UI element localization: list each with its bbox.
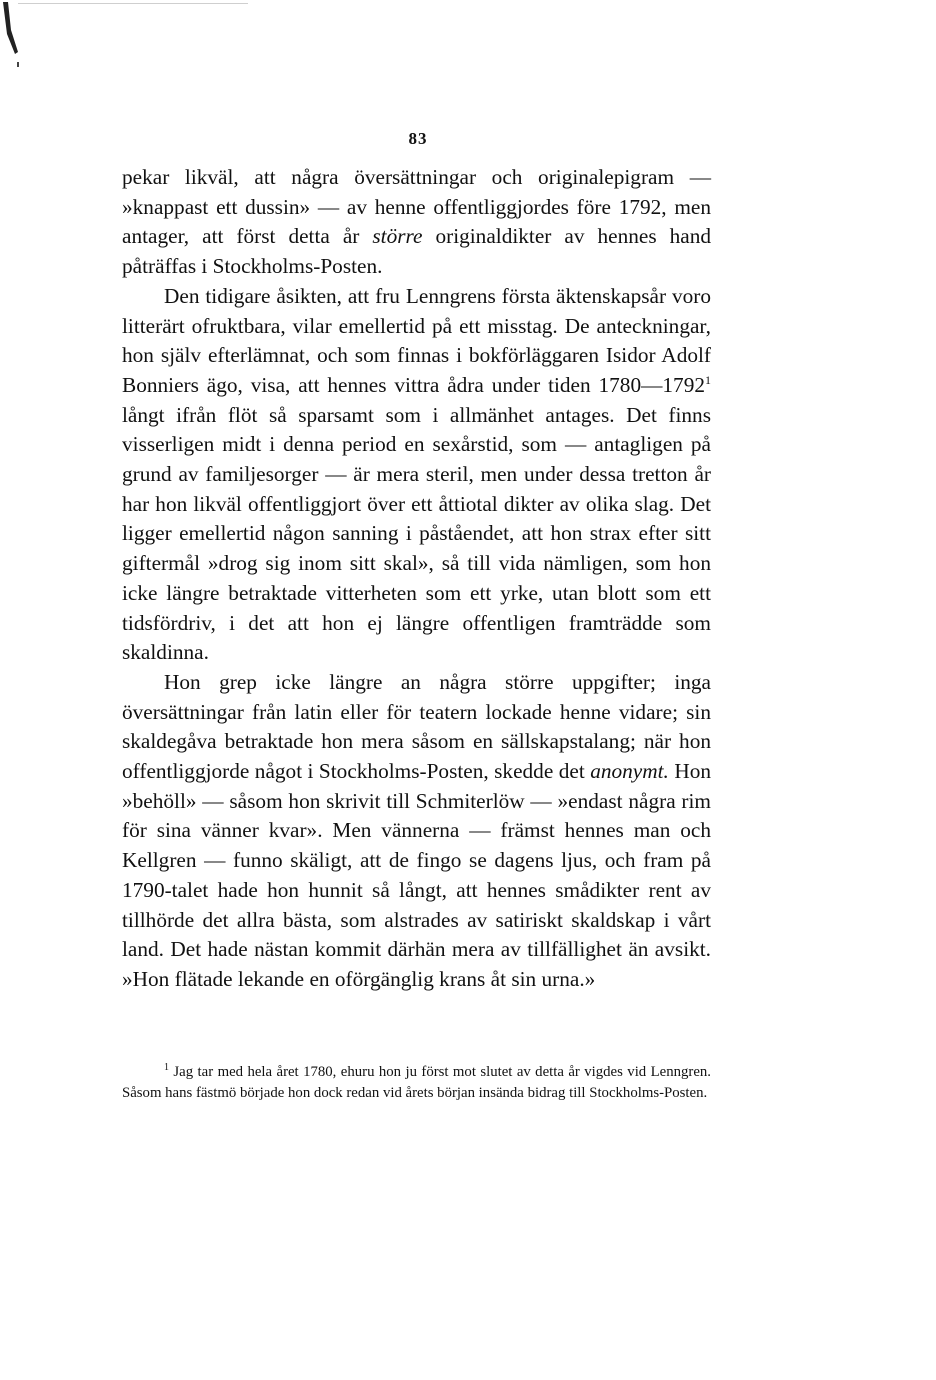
text-segment: Hon grep icke längre an några större uppgifter; inga översättningar från latin eller för teatern lockade henne vidare; sin skaldegåva betraktade hon mera såsom en sällskapstalang; när hon offentliggjorde något i Stockholms-Posten, skedde det: [122, 669, 711, 784]
scan-edge-mark: [0, 0, 22, 70]
paragraph-1: [122, 163, 711, 282]
text-segment-italic: anonymt.: [590, 759, 669, 784]
footnote-reference[interactable]: 1: [705, 372, 711, 387]
footnote: [122, 1062, 711, 1105]
paragraph-3: [122, 668, 711, 995]
footnote-text: Jag tar med hela året 1780, ehuru hon ju först mot slutet av detta år vigdes vid Lenngren. Såsom hans fästmö började hon dock redan vid årets början insända bidrag till Stockholms-Posten.: [122, 1064, 711, 1102]
text-segment: pekar likväl, att några översättningar och originalepigram — »knappast ett dussin» — av henne offentliggjordes före 1792, men antager, att först detta år: [122, 165, 711, 249]
scan-top-rule: [18, 3, 248, 4]
text-segment: långt ifrån flöt så sparsamt som i allmänhet antages. Det finns visserligen midt i denna period en sexårstid, som — antagligen på grund av familjesorger — är mera steril, men under dessa tretton år har hon likväl offentliggjort över ett åttiotal dikter av olika slag. Det ligger emellertid någon sanning i påståendet, att hon strax efter sitt giftermål »drog sig inom sitt skal», så till vida nämligen, som hon icke längre betraktade vitterheten som ett yrke, utan blott som ett tidsfördriv, i det att hon ej längre offentligen framträdde som skaldinna.: [122, 402, 711, 665]
body-text: [122, 163, 711, 995]
footnotes: [122, 1062, 711, 1105]
text-segment: Den tidigare åsikten, att fru Lenngrens första äktenskapsår voro litterärt ofruktbara, vilar emellertid på ett misstag. De anteckningar, hon själv efterlämnat, och som finnas i bokförläggaren Isidor Adolf Bonniers ägo, visa, att hennes vittra ådra under tiden 1780—1792: [122, 283, 711, 397]
text-segment-italic: större: [372, 224, 423, 249]
footnote-marker: 1: [164, 1062, 169, 1074]
text-segment: Hon »behöll» — såsom hon skrivit till Schmiterlöw — »endast några rim för sina vänner kvar». Men vännerna — främst hennes man och Kellgren — funno skäligt, att de fingo se dagens ljus, och fram på 1790-talet hade hon hunnit så långt, att hennes smådikter rent av tillhörde det allra bästa, som alstrades av satiriskt skaldskap i vårt land. Det hade nästan kommit därhän mera av tillfällighet än avsikt. »Hon flätade lekande en oförgänglig krans åt sin urna.»: [122, 759, 711, 991]
paragraph-2: [122, 282, 711, 668]
page-number: 83: [408, 129, 428, 148]
text-segment: originaldikter av hennes hand påträffas i Stockholms-Posten.: [122, 224, 711, 279]
